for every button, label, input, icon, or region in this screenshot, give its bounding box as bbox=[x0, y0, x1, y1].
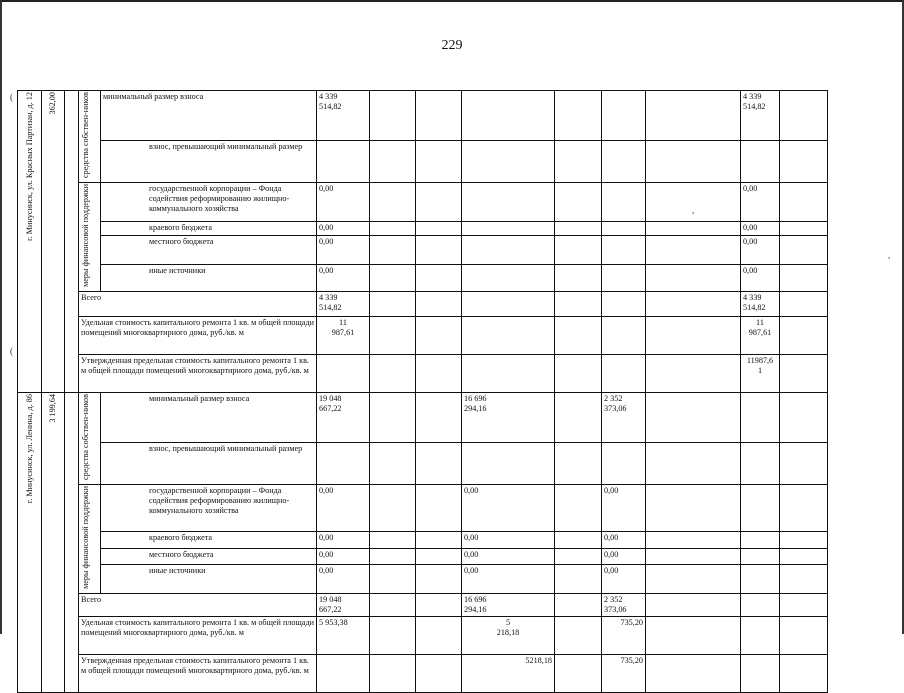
value-cell: 5 218,18 bbox=[462, 616, 555, 654]
value-total: 0,00 bbox=[317, 531, 370, 548]
value-total: 4 339 514,82 bbox=[317, 291, 370, 316]
value-cell: 0,00 bbox=[462, 565, 555, 594]
table-row bbox=[18, 548, 828, 565]
value-cell: 16 696 294,16 bbox=[462, 593, 555, 616]
address-cell: г. Минусинск, ул. Ленина, д. 86 bbox=[18, 392, 42, 692]
table-row bbox=[18, 443, 828, 485]
table-row bbox=[18, 222, 828, 236]
value-total: 19 048 667,22 bbox=[317, 392, 370, 442]
value-cell: 0,00 bbox=[602, 565, 646, 594]
row-label: Всего bbox=[79, 593, 317, 616]
margin-mark: ( bbox=[10, 346, 13, 356]
value-cell: 4 339 514,82 bbox=[741, 91, 780, 141]
group-support: меры финансовой поддержки bbox=[79, 484, 101, 593]
value-cell: 0,00 bbox=[741, 264, 780, 291]
margin-mark: , bbox=[692, 205, 695, 215]
row-label: Всего bbox=[79, 291, 317, 316]
table-row bbox=[18, 141, 828, 183]
value-cell: 0,00 bbox=[602, 484, 646, 531]
table-row bbox=[18, 654, 828, 692]
table-row bbox=[18, 593, 828, 616]
value-cell: 735,20 bbox=[602, 654, 646, 692]
row-label: взнос, превышающий минимальный размер bbox=[101, 443, 317, 485]
scan-left-border bbox=[0, 0, 2, 634]
value-cell: 11 987,61 bbox=[741, 316, 780, 354]
value-cell: 11987,6 1 bbox=[741, 354, 780, 392]
section-1 bbox=[18, 91, 828, 393]
value-cell: 0,00 bbox=[462, 484, 555, 531]
row-label: местного бюджета bbox=[101, 548, 317, 565]
table-row bbox=[18, 616, 828, 654]
value-total: 0,00 bbox=[317, 222, 370, 236]
value-cell: 0,00 bbox=[462, 548, 555, 565]
group-own-funds: средства собствен-ников bbox=[79, 91, 101, 183]
value-cell bbox=[370, 91, 416, 141]
value-cell: 2 352 373,06 bbox=[602, 593, 646, 616]
margin-mark: , bbox=[888, 250, 891, 260]
value-cell: 735,20 bbox=[602, 616, 646, 654]
value-cell bbox=[462, 91, 555, 141]
table-row bbox=[18, 484, 828, 531]
value-total: 0,00 bbox=[317, 548, 370, 565]
page-number: 229 bbox=[441, 38, 463, 53]
value-total: 0,00 bbox=[317, 236, 370, 264]
value-total: 0,00 bbox=[317, 484, 370, 531]
table-row bbox=[18, 91, 828, 141]
empty-cell bbox=[65, 91, 79, 393]
value-cell: 2 352 373,06 bbox=[602, 392, 646, 442]
value-cell: 4 339 514,82 bbox=[741, 291, 780, 316]
value-cell bbox=[555, 91, 602, 141]
value-cell: 0,00 bbox=[462, 531, 555, 548]
group-support: меры финансовой поддержки bbox=[79, 183, 101, 292]
repair-cost-table bbox=[17, 90, 828, 693]
area-cell: 362,00 bbox=[42, 91, 65, 393]
value-cell: 5218,18 bbox=[462, 654, 555, 692]
table-row bbox=[18, 236, 828, 264]
row-label: взнос, превышающий минимальный размер bbox=[101, 141, 317, 183]
row-label: Удельная стоимость капитального ремонта 1 кв. м общей площади помещений многоквартирного дома, руб./кв. м bbox=[79, 316, 317, 354]
value-cell: 0,00 bbox=[602, 548, 646, 565]
table-row bbox=[18, 565, 828, 594]
value-total: 4 339 514,82 bbox=[317, 91, 370, 141]
value-cell: 16 696 294,16 bbox=[462, 392, 555, 442]
value-total: 0,00 bbox=[317, 183, 370, 222]
row-label: государственной корпорации – Фонда содействия реформированию жилищно-коммунального хозяйства bbox=[101, 183, 317, 222]
table-row bbox=[18, 291, 828, 316]
table-row bbox=[18, 392, 828, 442]
row-label: минимальный размер взноса bbox=[101, 91, 317, 141]
row-label: государственной корпорации – Фонда содействия реформированию жилищно-коммунального хозяйства bbox=[101, 484, 317, 531]
value-total: 5 953,38 bbox=[317, 616, 370, 654]
row-label: местного бюджета bbox=[101, 236, 317, 264]
value-cell: 0,00 bbox=[602, 531, 646, 548]
value-total bbox=[317, 654, 370, 692]
row-label: краевого бюджета bbox=[101, 531, 317, 548]
value-total bbox=[317, 354, 370, 392]
value-cell: 0,00 bbox=[741, 183, 780, 222]
value-total: 11 987,61 bbox=[317, 316, 370, 354]
value-cell: 0,00 bbox=[741, 236, 780, 264]
value-total: 0,00 bbox=[317, 264, 370, 291]
value-total bbox=[317, 141, 370, 183]
row-label: иные источники bbox=[101, 264, 317, 291]
value-cell bbox=[646, 91, 741, 141]
address-cell: г. Минусинск, ул. Красных Партизан, д. 12 bbox=[18, 91, 42, 393]
scan-top-border bbox=[0, 0, 904, 2]
empty-cell bbox=[65, 392, 79, 692]
value-cell bbox=[602, 91, 646, 141]
value-cell bbox=[416, 91, 462, 141]
table-row bbox=[18, 264, 828, 291]
value-cell bbox=[780, 91, 828, 141]
row-label: Удельная стоимость капитального ремонта 1 кв. м общей площади помещений многоквартирного дома, руб./кв. м bbox=[79, 616, 317, 654]
section-2 bbox=[18, 392, 828, 692]
row-label: Утвержденная предельная стоимость капитального ремонта 1 кв. м общей площади помещений многоквартирного дома, руб./кв. м bbox=[79, 354, 317, 392]
value-total: 0,00 bbox=[317, 565, 370, 594]
row-label: минимальный размер взноса bbox=[101, 392, 317, 442]
row-label: иные источники bbox=[101, 565, 317, 594]
value-total: 19 048 667,22 bbox=[317, 593, 370, 616]
margin-mark: ( bbox=[10, 92, 13, 102]
group-own-funds: средства собствен-ников bbox=[79, 392, 101, 484]
value-cell: 0,00 bbox=[741, 222, 780, 236]
table-row bbox=[18, 531, 828, 548]
row-label: краевого бюджета bbox=[101, 222, 317, 236]
area-cell: 3 199,64 bbox=[42, 392, 65, 692]
table-row bbox=[18, 354, 828, 392]
table-row bbox=[18, 183, 828, 222]
row-label: Утвержденная предельная стоимость капитального ремонта 1 кв. м общей площади помещений многоквартирного дома, руб./кв. м bbox=[79, 654, 317, 692]
table-row bbox=[18, 316, 828, 354]
